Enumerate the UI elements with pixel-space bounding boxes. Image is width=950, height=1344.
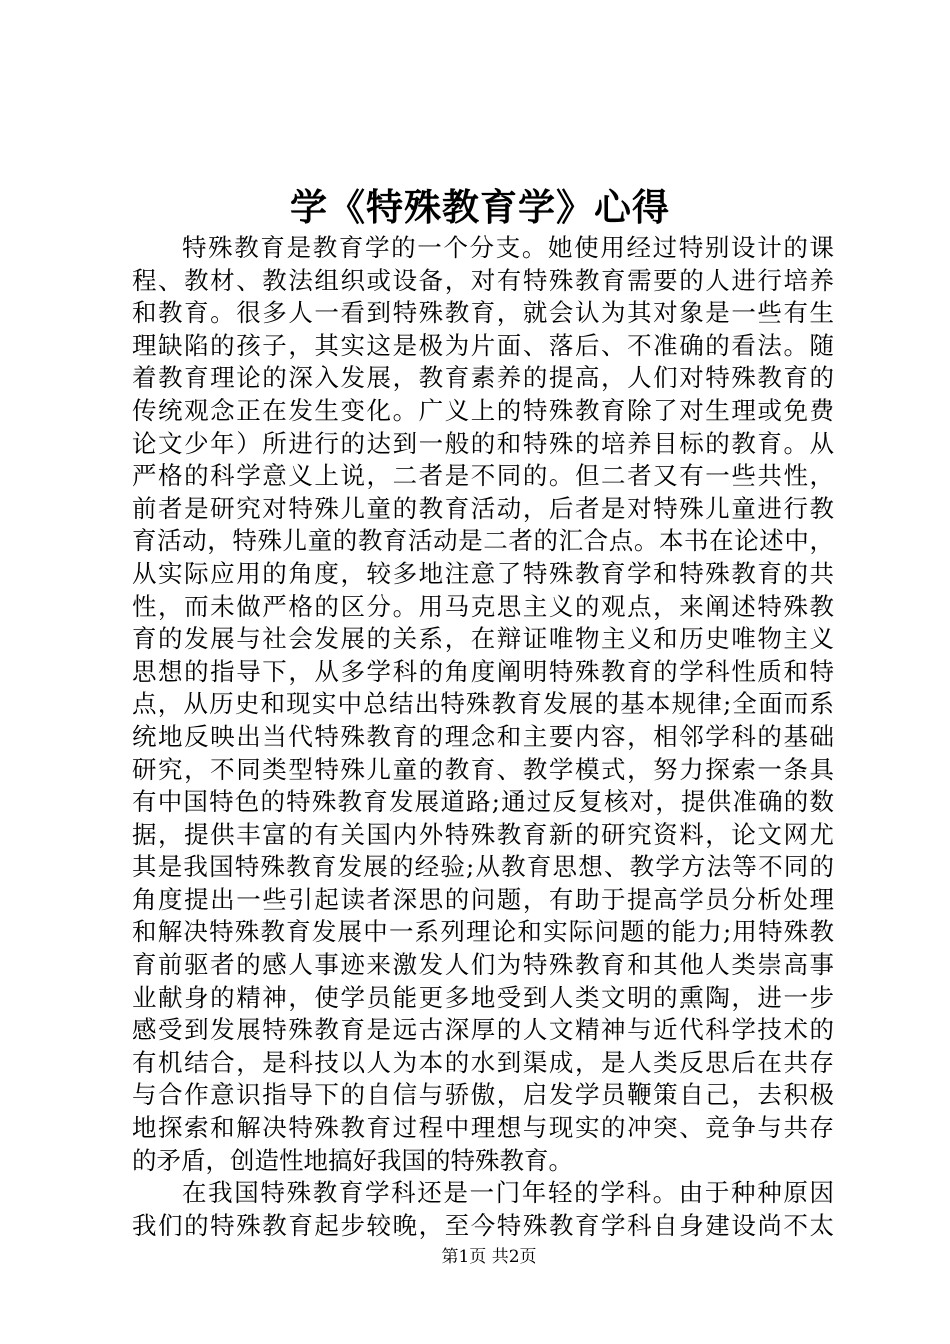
- paragraph-1-line-18: 有中国特色的特殊教育发展道路;通过反复核对，提供准确的数: [132, 787, 834, 817]
- page-title: 学《特殊教育学》心得: [290, 186, 670, 229]
- paragraph-2-line-2: 我们的特殊教育起步较晚，至今特殊教育学科自身建设尚不太: [132, 1210, 834, 1240]
- paragraph-1-line-4: 理缺陷的孩子，其实这是极为片面、落后、不准确的看法。随: [132, 330, 834, 360]
- paragraph-1-line-11: 从实际应用的角度，较多地注意了特殊教育学和特殊教育的共: [132, 558, 834, 588]
- paragraph-1-line-1: 特殊教育是教育学的一个分支。她使用经过特别设计的课: [182, 233, 834, 262]
- paragraph-1-line-20: 其是我国特殊教育发展的经验;从教育思想、教学方法等不同的: [132, 852, 834, 882]
- paragraph-1-line-22: 和解决特殊教育发展中一系列理论和实际问题的能力;用特殊教: [132, 917, 834, 947]
- paragraph-1-line-12: 性，而未做严格的区分。用马克思主义的观点，来阐述特殊教: [132, 591, 834, 621]
- paragraph-1-line-2: 程、教材、教法组织或设备，对有特殊教育需要的人进行培养: [132, 265, 834, 295]
- page-number-footer: 第1页 共2页: [441, 1247, 537, 1267]
- paragraph-1-line-14: 思想的指导下，从多学科的角度阐明特殊教育的学科性质和特: [132, 656, 834, 686]
- paragraph-1-line-25: 感受到发展特殊教育是远古深厚的人文精神与近代科学技术的: [132, 1015, 834, 1045]
- paragraph-1-line-28: 地探索和解决特殊教育过程中理想与现实的冲突、竞争与共存: [132, 1113, 834, 1143]
- paragraph-1-line-10: 育活动，特殊儿童的教育活动是二者的汇合点。本书在论述中，: [132, 526, 834, 556]
- paragraph-1-line-5: 着教育理论的深入发展，教育素养的提高，人们对特殊教育的: [132, 363, 834, 393]
- paragraph-1-line-26: 有机结合，是科技以人为本的水到渠成，是人类反思后在共存: [132, 1047, 834, 1077]
- paragraph-2-line-1: 在我国特殊教育学科还是一门年轻的学科。由于种种原因: [182, 1178, 834, 1208]
- paragraph-1-line-8: 严格的科学意义上说，二者是不同的。但二者又有一些共性，: [132, 461, 834, 491]
- paragraph-1-line-3: 和教育。很多人一看到特殊教育，就会认为其对象是一些有生: [132, 298, 834, 328]
- paragraph-1-line-29: 的矛盾，创造性地搞好我国的特殊教育。: [132, 1145, 573, 1175]
- paragraph-1-line-7: 论文少年）所进行的达到一般的和特殊的培养目标的教育。从: [132, 428, 834, 458]
- document-body: [132, 232, 834, 1242]
- paragraph-1-line-16: 统地反映出当代特殊教育的理念和主要内容，相邻学科的基础: [132, 721, 834, 751]
- paragraph-1-line-19: 据，提供丰富的有关国内外特殊教育新的研究资料，论文网尤: [132, 819, 834, 849]
- paragraph-1-line-13: 育的发展与社会发展的关系，在辩证唯物主义和历史唯物主义: [132, 624, 834, 654]
- paragraph-1-line-24: 业献身的精神，使学员能更多地受到人类文明的熏陶，进一步: [132, 982, 834, 1012]
- paragraph-1-line-23: 育前驱者的感人事迹来激发人们为特殊教育和其他人类崇高事: [132, 950, 834, 980]
- paragraph-1-line-17: 研究，不同类型特殊儿童的教育、教学模式，努力探索一条具: [132, 754, 834, 784]
- paragraph-1-line-9: 前者是研究对特殊儿童的教育活动，后者是对特殊儿童进行教: [132, 493, 834, 523]
- paragraph-1-line-6: 传统观念正在发生变化。广义上的特殊教育除了对生理或免费: [132, 395, 834, 425]
- paragraph-1-line-15: 点，从历史和现实中总结出特殊教育发展的基本规律;全面而系: [132, 689, 834, 719]
- paragraph-1-line-21: 角度提出一些引起读者深思的问题，有助于提高学员分析处理: [132, 884, 834, 914]
- paragraph-1-line-27: 与合作意识指导下的自信与骄傲，启发学员鞭策自己，去积极: [132, 1080, 834, 1110]
